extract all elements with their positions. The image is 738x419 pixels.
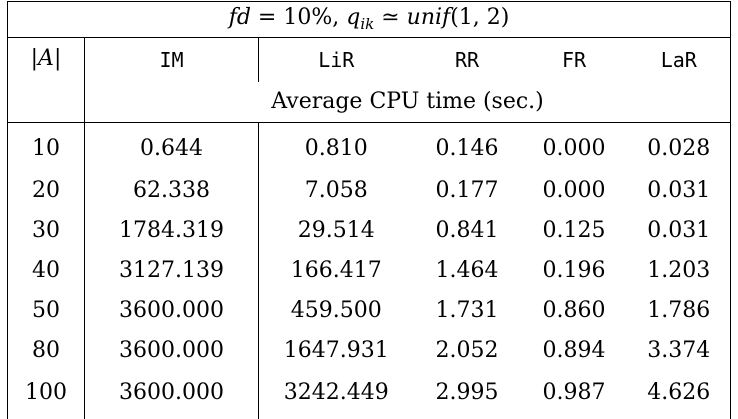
fd-value: 10% — [283, 5, 332, 30]
caption-row — [8, 2, 731, 38]
approx-sign: ≃ — [374, 5, 406, 30]
value-cell: 3600.000 — [85, 371, 259, 419]
size-cell: 100 — [8, 371, 85, 419]
value-cell: 0.125 — [521, 211, 628, 251]
value-cell: 2.995 — [414, 371, 521, 419]
table-row — [8, 171, 731, 211]
method-header-rr: RR — [414, 38, 521, 83]
value-cell: 0.000 — [521, 171, 628, 211]
table-body — [8, 123, 731, 419]
size-header: |A| — [8, 38, 85, 123]
value-cell: 1.464 — [414, 251, 521, 291]
value-cell: 0.177 — [414, 171, 521, 211]
value-cell: 1.786 — [628, 291, 731, 331]
value-cell: 0.000 — [521, 123, 628, 172]
metric-row — [8, 82, 731, 123]
size-cell: 80 — [8, 331, 85, 371]
size-cell: 30 — [8, 211, 85, 251]
value-cell: 0.810 — [259, 123, 414, 172]
value-cell: 1.203 — [628, 251, 731, 291]
value-cell: 1.731 — [414, 291, 521, 331]
value-cell: 7.058 — [259, 171, 414, 211]
method-header-lir: LiR — [259, 38, 414, 83]
size-cell: 40 — [8, 251, 85, 291]
value-cell: 1784.319 — [85, 211, 259, 251]
value-cell: 4.626 — [628, 371, 731, 419]
value-cell: 0.196 — [521, 251, 628, 291]
size-cell: 20 — [8, 171, 85, 211]
value-cell: 2.052 — [414, 331, 521, 371]
size-cell: 10 — [8, 123, 85, 172]
results-table — [7, 1, 731, 419]
value-cell: 0.860 — [521, 291, 628, 331]
value-cell: 3600.000 — [85, 291, 259, 331]
value-cell: 3600.000 — [85, 331, 259, 371]
value-cell: 0.031 — [628, 211, 731, 251]
dist-name: unif — [407, 5, 451, 30]
equals-sign: = — [251, 5, 283, 30]
value-cell: 3127.139 — [85, 251, 259, 291]
fd-label: fd — [229, 5, 251, 30]
value-cell: 0.894 — [521, 331, 628, 371]
q-subscript: ik — [360, 15, 374, 33]
value-cell: 3.374 — [628, 331, 731, 371]
method-header-im: IM — [85, 38, 259, 83]
table-row — [8, 123, 731, 172]
caption-comma: , — [332, 5, 346, 30]
value-cell: 29.514 — [259, 211, 414, 251]
method-header-fr: FR — [521, 38, 628, 83]
table-row — [8, 291, 731, 331]
value-cell: 166.417 — [259, 251, 414, 291]
value-cell: 1647.931 — [259, 331, 414, 371]
table-row — [8, 331, 731, 371]
value-cell: 62.338 — [85, 171, 259, 211]
header-row — [8, 38, 731, 83]
method-header-lar: LaR — [628, 38, 731, 83]
table-row — [8, 211, 731, 251]
metric-label: Average CPU time (sec.) — [85, 82, 731, 123]
table-caption — [8, 2, 731, 38]
table-row — [8, 371, 731, 419]
value-cell: 0.644 — [85, 123, 259, 172]
value-cell: 3242.449 — [259, 371, 414, 419]
value-cell: 0.841 — [414, 211, 521, 251]
value-cell: 0.031 — [628, 171, 731, 211]
value-cell: 459.500 — [259, 291, 414, 331]
size-cell: 50 — [8, 291, 85, 331]
value-cell: 0.028 — [628, 123, 731, 172]
dist-args: (1, 2) — [450, 5, 509, 30]
value-cell: 0.146 — [414, 123, 521, 172]
value-cell: 0.987 — [521, 371, 628, 419]
q-symbol: q — [346, 5, 360, 30]
table-row — [8, 251, 731, 291]
